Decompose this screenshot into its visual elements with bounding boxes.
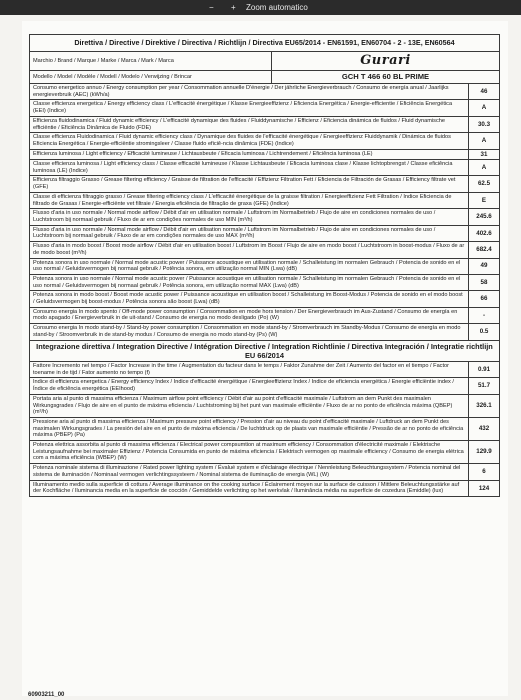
- brand-row: [30, 52, 500, 71]
- zoom-in-button[interactable]: +: [231, 3, 236, 12]
- spec-value: 245.6: [469, 209, 500, 225]
- directive-header: Direttiva / Directive / Direktive / Directiva / Richtlijn / Directiva EU65/2014 - EN61591, EN60704 - 2 - 13E, EN60564: [30, 35, 500, 52]
- brand-label: Marchio / Brand / Marque / Marke / Marca / Mark / Marca: [30, 52, 272, 70]
- spec-label: Portata aria al punto di massima efficienza / Maximum airflow point efficiency / Débit d'air au point d'efficacité maximale / Luftstrom an dem Punkt des maximalen Wirkungsgrades / Flujo de aire en el punto de máxima eficiencia / Luchtstroming bij het punt van maximale efficiëntie / Fluxo de ar no ponto de eficiência máxima (QBEP) (m³/h): [30, 394, 469, 417]
- model-value: GCH T 466 60 BL PRIME: [341, 72, 430, 82]
- integration-section-header-row: [30, 340, 500, 362]
- integration-section-title: Integrazione direttiva / Integration Directive / Intégration Directive / Integration Richtlinie / Directiva Integración / Integratie richtlijn EU 66/2014: [30, 340, 500, 362]
- document-code: 60903211_00: [28, 692, 65, 698]
- spec-label: Efficienza filtraggio Grasso / Grease filtering efficiency / Graisse de filtration de l'efficacité / Effizienz Filtration Fett / Eficiencia de Filtración de Grasas / Efficiency filtrate vet (GFE): [30, 176, 469, 192]
- directive-header-row: [30, 35, 500, 52]
- pdf-viewer-toolbar: [0, 0, 521, 15]
- spec-label: Efficienza luminosa / Light efficiency / Efficacité lumineuse / Lichtausbeute / Eficacia luminosa / Lichtrendement / Eficiência luminosa (LE): [30, 149, 469, 159]
- spec-row: [30, 116, 500, 132]
- spec-row: [30, 192, 500, 208]
- energy-label-body: [30, 35, 500, 497]
- spec-row: [30, 480, 500, 496]
- spec-row: [30, 100, 500, 116]
- spec-value: 0.5: [469, 324, 500, 340]
- brand-logo: Gurari: [360, 53, 411, 69]
- spec-label: Pressione aria al punto di massima efficienza / Maximum pressure point efficiency / Pression d'air au niveau du point d'efficacité maximale / Luftdruck an dem Punkt des maximalen Wirkungsgrades / La presión del aire en el punto de máxima eficiencia / De luchtdruck op de plaats van maximale efficiëntie / Pressão de ar no ponto de eficiência máxima (PBEP) (Pa): [30, 417, 469, 440]
- spec-row: [30, 291, 500, 307]
- spec-row: [30, 417, 500, 440]
- spec-value: 62.5: [469, 176, 500, 192]
- spec-value: 402.6: [469, 225, 500, 241]
- spec-label: Potenza sonora in uso normale / Normal mode acustic power / Puissance acoustique en utilisation normale / Schalleistung im normalen Gebrauch / Potencia de sonido en el uso normal / Geluidsvermogen bij normaal gebruik / Potência sonora, em utilização normal MIN (Lwa) (dB): [30, 258, 469, 274]
- spec-value: 31: [469, 149, 500, 159]
- model-label: Modello / Model / Modèle / Modell / Modelo / Verwijzing / Brincar: [30, 71, 272, 83]
- spec-label: Potenza sonora in modo boost / Boost mode acustic power / Puissance acoustique en utilisation boost / Schalleistung im Boost-Modus / Potencia de sonido en el modo boost / Geluidsvermogen bij boost-modus / Potência sonora são boost (Lwa) (dB): [30, 291, 469, 307]
- spec-label: Potenza elettrica assorbita al punto di massima efficienza / Electrical power compsumtion at maximum efficiency / Consommation d'électricité maximale / Elektrische Leistungsaufnahme bei maximaler Effizienz / Potencia Consumida en punto de máxima eficiencia / Elektrisch vermogen op maximale efficiency / Consumo de energia elétrica com a máxima eficiência (WBEP) (W): [30, 441, 469, 464]
- spec-value: 30.3: [469, 116, 500, 132]
- spec-value: A: [469, 133, 500, 149]
- spec-value: 0.91: [469, 362, 500, 378]
- spec-row: [30, 149, 500, 159]
- spec-row: [30, 274, 500, 290]
- spec-label: Consumo energetico annuo / Energy consumption per year / Consommation annuelle D'énergie / Der jährliche Energieverbrauch / Consumo de energía anual / Jaarlijks energieverbruik (AEC) (kWh/a): [30, 84, 469, 100]
- spec-row: [30, 84, 500, 100]
- spec-value: 326.1: [469, 394, 500, 417]
- spec-value: 66: [469, 291, 500, 307]
- spec-row: [30, 441, 500, 464]
- spec-row: [30, 258, 500, 274]
- spec-label: Classe efficienza luminosa / Light efficiency class / Classe efficacité lumineuse / Klasse Lichtausbeute / Eficacia luminosa clase / Klasse lichtopbrengst / Classe eficiência luminosa (LE) (Indice): [30, 160, 469, 176]
- spec-value: 129.9: [469, 441, 500, 464]
- spec-value: 432: [469, 417, 500, 440]
- spec-row: [30, 464, 500, 480]
- spec-label: Potenza nominale sistema di illuminazione / Rated power lighting system / Évalué system e d'éclairage électrique / Nennleistung Beleuchtungssystem / Potencia nominal del sistema de iluminación / Nominaal vermogen verlichtingssysteem / Nominal sistema de iluminação de energia (WL) (W): [30, 464, 469, 480]
- spec-label: Efficienza fluidodinamica / Fluid dynamic efficiency / L'efficacité dynamique des fluides / Fluiddynamische / Efficienz / Eficiencia dinámica de fluidos / Fluid dynamische efficiëntie / Eficiência Dinâmica de Fluido (FDE): [30, 116, 469, 132]
- spec-value: 51.7: [469, 378, 500, 394]
- spec-row: [30, 362, 500, 378]
- spec-label: Flusso d'aria in modo boost / Boost mode airflow / Débit d'air en utilisation boost / Luftstrom im Boost / Flujo de aire en modo boost / Luchtstroom in boost-modus / Fluxo de ar de modo boost (m³/h): [30, 242, 469, 258]
- spec-label: Consumo energia In modo spento / Off-mode power consumption / Consommation en mode hors tension / Der Energieverbrauch im Aus-Zustand / Consumo de energía en modo apagado / Energieverbruik in de uit-stand / Consumo de energia no modo desligado (Po) (W): [30, 307, 469, 323]
- spec-row: [30, 394, 500, 417]
- zoom-level-select[interactable]: Zoom automatico: [246, 3, 308, 12]
- spec-row: [30, 160, 500, 176]
- model-row: [30, 71, 500, 84]
- spec-row: [30, 378, 500, 394]
- energy-label-table: [29, 34, 500, 497]
- spec-value: 124: [469, 480, 500, 496]
- spec-row: [30, 242, 500, 258]
- spec-label: Flusso d'aria in uso normale / Normal mode airflow / Débit d'air en utilisation normale / Luftstrom im Normalbetrieb / Flujo de aire en condiciones normales de uso / Luchtstroom bij normaal gebruik / Fluxo de ar em condições normales de uso MIN (m³/h): [30, 209, 469, 225]
- spec-row: [30, 324, 500, 340]
- spec-row: [30, 225, 500, 241]
- spec-label: Illuminamento medio sulla superficie di cottura / Average illuminance on the cooking surface / Éclairement moyen sur la surface de cuisson / Mittlere Beleuchtungsstärke auf der Kochfläche / Iluminancia media en la superficie de cocción / Gemiddelde verlichting op het werkvlak / Iluminância média na superfície de cozedura (Emiddle) (lux): [30, 480, 469, 496]
- spec-value: 49: [469, 258, 500, 274]
- spec-value: -: [469, 307, 500, 323]
- spec-row: [30, 307, 500, 323]
- spec-row: [30, 133, 500, 149]
- spec-row: [30, 209, 500, 225]
- spec-label: Classe di efficienza filtraggio grasso / Grease filtering efficiency class / L'efficacité énergétique de la graisse filtration / Energieeffizienz Fett Filtration / Indice Eficiencia de filtrado de Grasas / Energie-efficiënte vet filtraie / Energia eficiência de filtração de graxa (GFE) (Indice): [30, 192, 469, 208]
- spec-label: Potenza sonora in uso normale / Normal mode acustic power / Puissance acoustique en utilisation normale / Schalleistung im normalen Gebrauch / Potencia de sonido en el uso normal / Geluidsvermogen bij normaal gebruik / Potência sonora, em utilização normal MAX (Lwa) (dB): [30, 274, 469, 290]
- spec-label: Consumo energia In modo stand-by / Stand-by power consumption / Consommation en mode stand-by / Stromverbrauch im Standby-Modus / Consumo de energía en modo stand-by / Stroomverbruik in de stand-by modus / Consumo de energia no modo stand-by (Ps) (W): [30, 324, 469, 340]
- zoom-out-button[interactable]: −: [209, 3, 214, 12]
- spec-label: Classe efficienza Fluidodinamica / Fluid dynamic efficiency class / Dynamique des fluides de l'efficacité énergétique / Energieeffizienz Fluiddynamik / Dinámica de fluidos Eficiencia Energética / Energie-efficiëntie stromingsleer / Classe fluido eficiê-ncia dinâmica (FDE) (Indice): [30, 133, 469, 149]
- spec-label: Fattore Incremento nel tempo / Factor Increase in the time / Augmentation du facteur dans le temps / Faktor Zunahme der Zeit / Aumento del factor en el tiempo / Factor toename in de tijd / Fator aumento no tempo (f): [30, 362, 469, 378]
- spec-label: Classe efficienza energetica / Energy efficiency class / L'efficacité énergétique / Klasse Energieeffizienz / Eficiencia Energética / Energie-efficientie / Eficiência Energética (EEI) (Indice): [30, 100, 469, 116]
- spec-value: 46: [469, 84, 500, 100]
- spec-value: A: [469, 160, 500, 176]
- spec-value: 6: [469, 464, 500, 480]
- spec-value: A: [469, 100, 500, 116]
- spec-row: [30, 176, 500, 192]
- spec-label: Indice di efficienza energetica / Energy efficiency Index / Indice d'efficacité énergétique / Energieeffizienz Index / Indice de eficiencia energética / Energie efficiëntie index / Índice de eficiência energética (EEIhood): [30, 378, 469, 394]
- spec-label: Flusso d'aria in uso normale / Normal mode airflow / Débit d'air en utilisation normale / Luftstrom im Normalbetrieb / Flujo de aire en condiciones normales de uso / Luchtstroom bij normaal gebruik / Fluxo de ar em condições normales de uso MAX (m³/h): [30, 225, 469, 241]
- spec-value: 58: [469, 274, 500, 290]
- spec-value: E: [469, 192, 500, 208]
- spec-value: 682.4: [469, 242, 500, 258]
